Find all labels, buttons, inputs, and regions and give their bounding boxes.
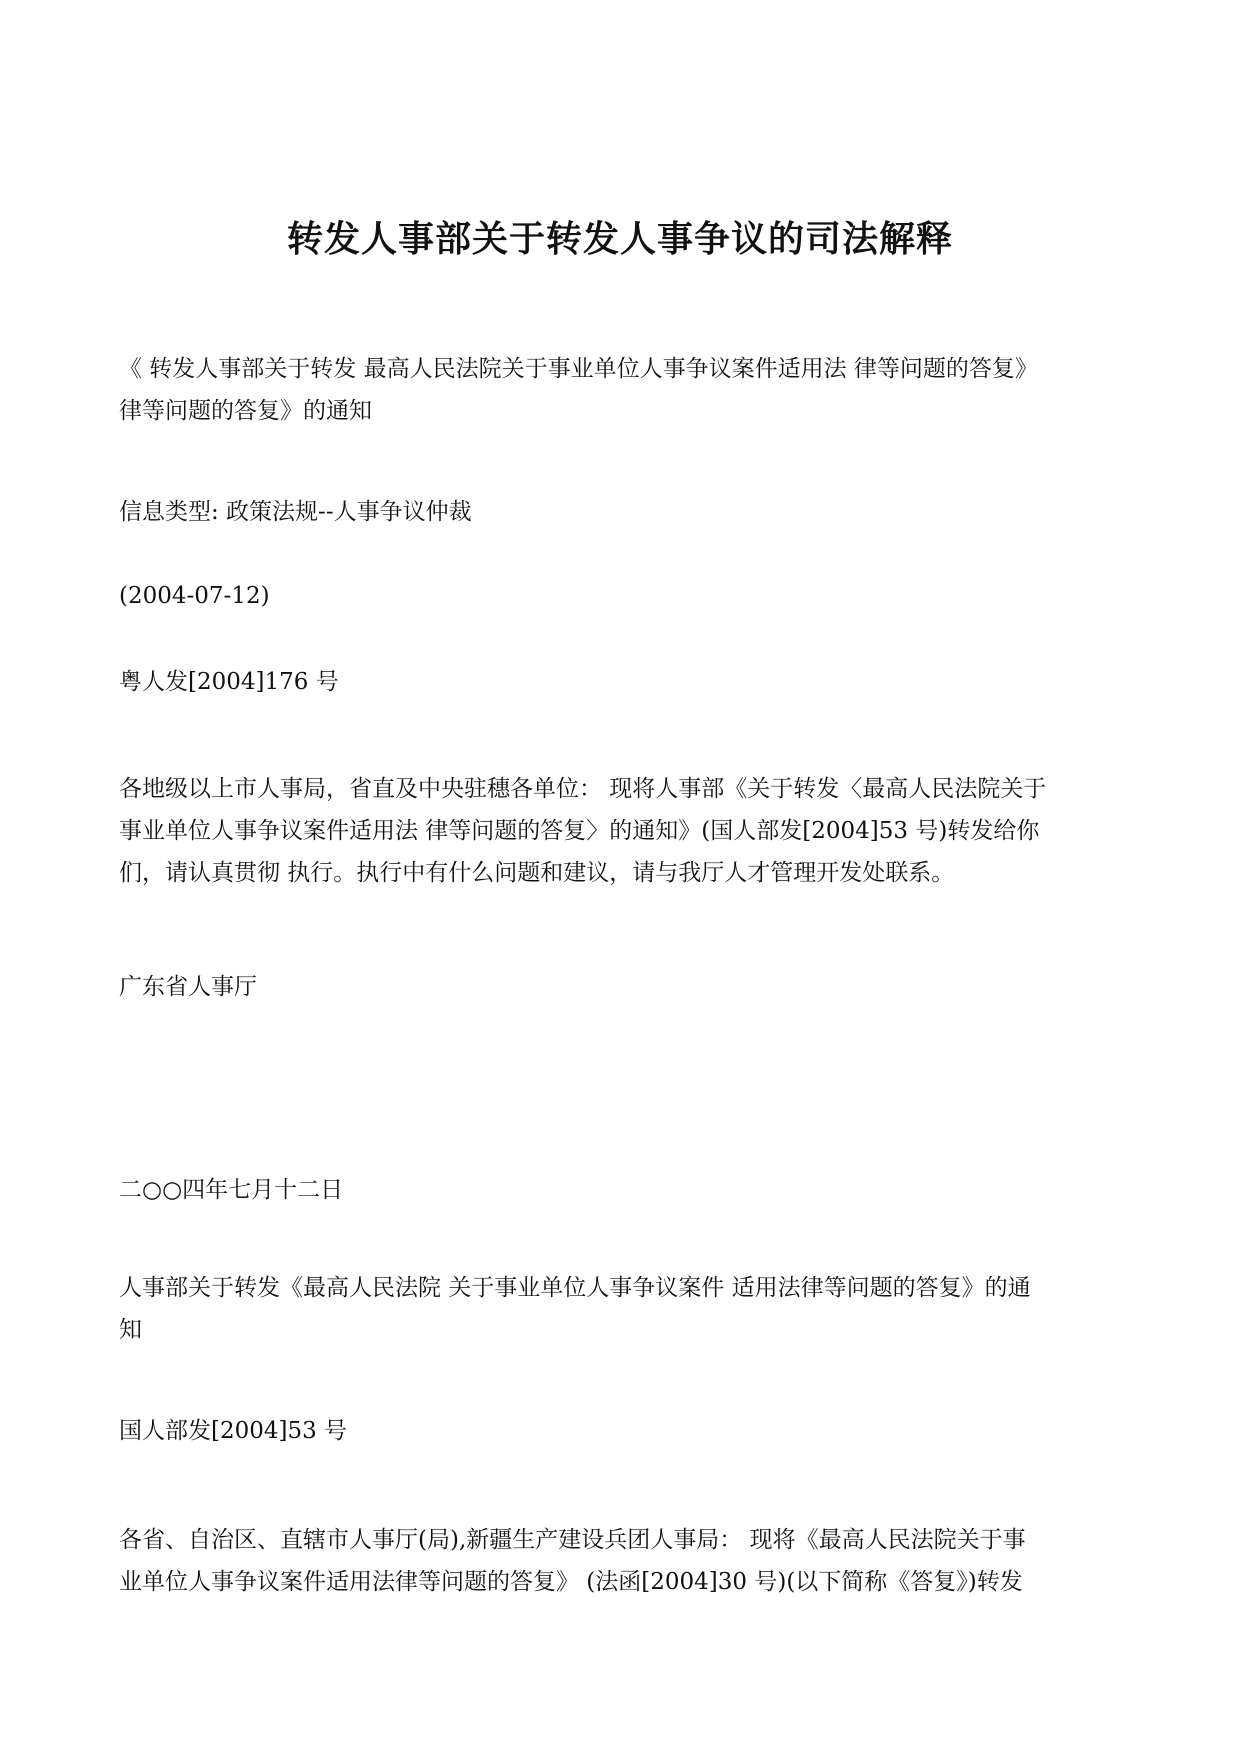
document-title: 转发人事部关于转发人事争议的司法解释 bbox=[286, 218, 953, 260]
body-line-1: 各地级以上市人事局，省直及中央驻穗各单位： 现将人事部《关于转发〈最高人民法院关于 bbox=[119, 776, 1047, 802]
heading-paragraph bbox=[119, 348, 1119, 432]
body-paragraph bbox=[119, 768, 1119, 894]
date-paren: (2004-07-12) bbox=[119, 583, 270, 609]
body-line-2: 事业单位人事争议案件适用法 律等问题的答复〉的通知》(国人部发[2004]53 号)转发给你 bbox=[119, 818, 1040, 844]
info-type: 信息类型: 政策法规--人事争议仲裁 bbox=[119, 499, 472, 525]
notice-title-line-1: 人事部关于转发《最高人民法院 关于事业单位人事争议案件 适用法律等问题的答复》的通 bbox=[119, 1275, 1031, 1301]
notice-body-paragraph bbox=[119, 1519, 1119, 1603]
notice-title-line-2: 知 bbox=[119, 1317, 142, 1343]
heading-line-1: 《 转发人事部关于转发 最高人民法院关于事业单位人事争议案件适用法 律等问题的答复》 bbox=[119, 356, 1038, 382]
doc-number: 粤人发[2004]176 号 bbox=[119, 669, 339, 695]
notice-body-line-2: 业单位人事争议案件适用法律等问题的答复》 (法函[2004]30 号)(以下简称《答复》)转发 bbox=[119, 1569, 1023, 1595]
heading-line-2: 律等问题的答复》的通知 bbox=[119, 398, 372, 424]
issuer: 广东省人事厅 bbox=[119, 974, 257, 1000]
notice-title-paragraph bbox=[119, 1267, 1119, 1351]
issue-date: 二○○四年七月十二日 bbox=[119, 1177, 344, 1203]
notice-number: 国人部发[2004]53 号 bbox=[119, 1418, 348, 1444]
body-line-3: 们，请认真贯彻 执行。执行中有什么问题和建议，请与我厅人才管理开发处联系。 bbox=[119, 860, 955, 886]
notice-body-line-1: 各省、自治区、直辖市人事厅(局),新疆生产建设兵团人事局： 现将《最高人民法院关于事 bbox=[119, 1527, 1026, 1553]
